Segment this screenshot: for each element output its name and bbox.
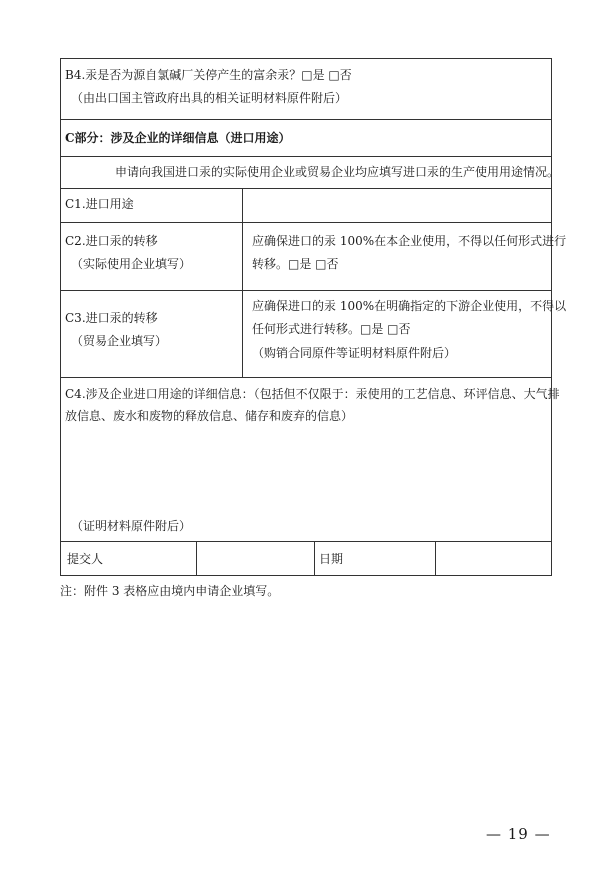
column-divider	[435, 541, 436, 576]
c3-sub-label: （贸易企业填写）	[71, 334, 168, 348]
column-divider	[242, 188, 243, 377]
c4-description-line1: C4.涉及企业进口用途的详细信息：（包括但不仅限于：汞使用的工艺信息、环评信息、大气排	[65, 387, 560, 401]
c3-content-line1: 应确保进口的汞 100%在明确指定的下游企业使用，不得以	[252, 299, 567, 313]
footnote: 注：附件 3 表格应由境内申请企业填写。	[60, 584, 280, 598]
section-c-title: C部分：涉及企业的详细信息（进口用途）	[65, 131, 291, 145]
row-divider	[61, 541, 551, 542]
date-field[interactable]	[440, 545, 546, 571]
c3-label: C3.进口汞的转移	[65, 311, 158, 325]
row-divider	[61, 188, 551, 189]
c2-label: C2.进口汞的转移	[65, 234, 158, 248]
c2-content-line1: 应确保进口的汞 100%在本企业使用，不得以任何形式进行	[252, 234, 567, 248]
c1-purpose-field[interactable]	[246, 196, 546, 216]
row-divider	[61, 156, 551, 157]
c2-content-line2: 转移。□是 □否	[252, 257, 339, 271]
row-divider	[61, 290, 551, 291]
submitter-field[interactable]	[201, 545, 309, 571]
row-divider	[61, 377, 551, 378]
application-form-table	[60, 58, 567, 576]
c3-content-line3: （购销合同原件等证明材料原件附后）	[252, 346, 457, 360]
page-number: — 19 —	[486, 825, 551, 843]
row-divider	[61, 119, 551, 120]
c4-details-field[interactable]	[65, 431, 545, 511]
date-label: 日期	[319, 552, 344, 566]
column-divider	[314, 541, 315, 576]
submitter-label: 提交人	[67, 552, 104, 566]
c2-sub-label: （实际使用企业填写）	[71, 257, 192, 271]
c3-content-line2: 任何形式进行转移。□是 □否	[252, 322, 411, 336]
row-divider	[61, 222, 551, 223]
c4-attachment-note: （证明材料原件附后）	[71, 519, 192, 533]
column-divider	[196, 541, 197, 576]
section-c-instruction: 申请向我国进口汞的实际使用企业或贸易企业均应填写进口汞的生产使用用途情况。	[115, 165, 560, 179]
b4-note: （由出口国主管政府出具的相关证明材料原件附后）	[71, 91, 348, 105]
c1-label: C1.进口用途	[65, 197, 134, 211]
c4-description-line2: 放信息、废水和废物的释放信息、储存和废弃的信息）	[65, 409, 354, 423]
b4-question: B4.汞是否为源自氯碱厂关停产生的富余汞？□是 □否	[65, 68, 352, 82]
